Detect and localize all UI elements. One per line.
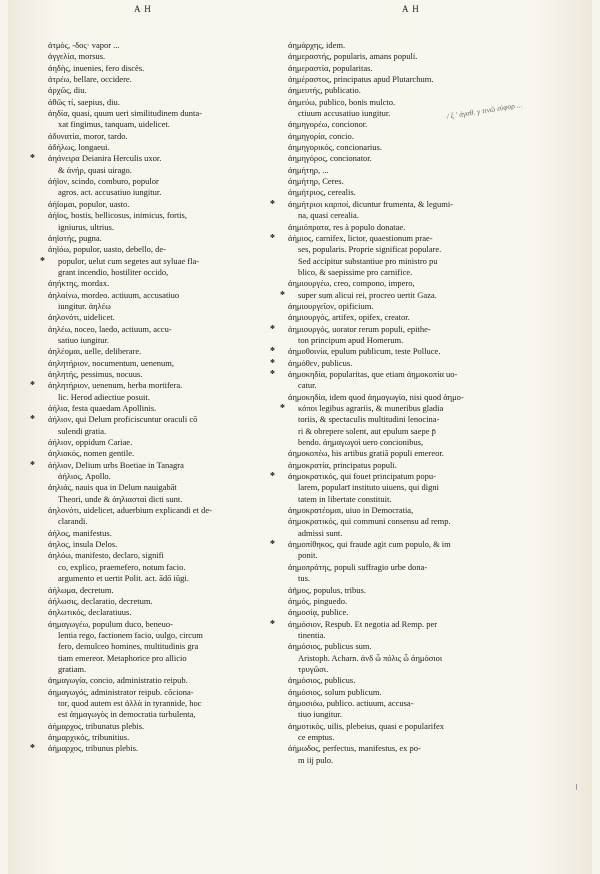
entry-line: ἀῆμος, populus, tribus. [288, 584, 366, 595]
entry-line: ἀήϊομαι, populor, uasto. [48, 198, 130, 209]
entry-line: ἀηϊόω, populor, uasto, debello, de- [48, 244, 166, 255]
entry-line: ἀημευτής, publicatio. [288, 85, 361, 96]
entry-line: ἀημηγορέω, concionor. [288, 119, 368, 130]
entry-line: ἀημηγορικός, concionarius. [288, 142, 382, 153]
entry-line: * ἀημοπίθηκος, qui fraude agit cum populo, & im [288, 539, 536, 550]
entry-line: ἀημοπράτης, populi suffragio urbe dona- [288, 561, 428, 572]
entry-line: ἀηλητής, pessimus, nocuus. [48, 368, 143, 379]
entry-line: xat fingimus, tanquam, uidelicet. [58, 119, 170, 130]
entry-line: admissi sunt. [298, 527, 343, 538]
entry-line: ἀημοκρατέομαι, uiuo in Democratia, [288, 505, 414, 516]
entry-line: ἀηλονότι, uidelicet. [48, 312, 115, 323]
entry-line: Sed accipitur substantiue pro ministro pu [298, 255, 438, 266]
entry-line: ἀηλιάς, nauis qua in Delum nauigabāt [48, 482, 177, 493]
entry-line: ἀημιουργέω, creo, compono, impero, [288, 278, 415, 289]
entry-line: ἀγγελία, morsus. [48, 51, 106, 62]
entry-line: ἀημαγωγία, concio, administratio reipub. [48, 675, 188, 686]
entry-line: ἀημόσιος, solum publicum. [288, 686, 382, 697]
entry-line: ἀήλια, festa quaedam Apollinis. [48, 403, 157, 413]
entry-line: * ἀήμιος, carnifex, lictor, quaestionum prae- [288, 233, 536, 244]
entry-line: ἀηϊοτής, pugna. [48, 232, 102, 243]
entry-line: ἀημόσιος, publicus sum. [288, 641, 372, 652]
entry-line: igniurus, ultrius. [58, 221, 114, 232]
left-column [48, 40, 280, 755]
entry-line: ἀημοσίᾳ, publice. [288, 607, 349, 618]
entry-line: ἀημέραστος, principatus apud Plutarchum. [288, 74, 434, 85]
entry-line: ἀτμὸς, -δος· vapor ... [48, 40, 120, 50]
entry-line: toriis, & spectaculis multitudini lenocina- [298, 414, 440, 425]
entry-line: bendo. ἀημαγωγοὶ uero concionibus, [298, 437, 424, 448]
entry-line: * super sum alicui rei, procreo uertit Gaza. [288, 290, 536, 301]
entry-line: ἀδυνατία, moror, tardo. [48, 130, 128, 141]
entry-line: * ἀήμαρχος, tribunus plebis. [48, 743, 280, 754]
entry-line: ἀημοκρατικός, qui communi consensu ad remp. [288, 516, 451, 527]
entry-line: ἀηλαίνω, mordeo. actiuum, accusatiuo [48, 289, 180, 300]
entry-line: ton principum apud Homerum. [298, 334, 404, 345]
entry-line: Aristoph. Acharn. ἀνδ ὧ πόλις ὦ ἀημόσιοι [298, 652, 443, 663]
entry-line: ἀημιόπρατα, res à populo donatae. [288, 221, 406, 232]
entry-line: ἀημοκηδία, idem quod ἀημαγωγία, nisi quod ἀημο- [288, 391, 464, 402]
entry-line: ἀήμαρχος, tribunatus plebis. [48, 720, 145, 731]
entry-line: * κόποι legibus agrariis, & muneribus gladia [288, 403, 536, 414]
entry-line: ἀημαγωγέω, populum duco, beneuo- [48, 618, 173, 629]
entry-line: ἀημοκοπέω, his artibus gratiā populi emereor. [288, 448, 444, 459]
entry-line: * ἀημόσιον, Respub. Et negotia ad Remp. per [288, 619, 536, 630]
entry-line: ἀηδὴς, inuenies, fero discès. [48, 62, 145, 73]
entry-line: ἀρχῶς, diu. [48, 85, 87, 96]
entry-line: grant incendio, hostiliter occido, [58, 266, 169, 277]
entry-line: ἀηλονότι, uidelicet, aduerbium explicandi et de- [48, 505, 212, 516]
entry-line: tinentia. [298, 629, 326, 640]
entry-line: * ἀημόθεν, publicus. [288, 358, 536, 369]
entry-line: ἀήλος, manifestus. [48, 527, 112, 538]
entry-line: tatem in libertate constituit. [298, 493, 392, 504]
entry-line: fero, demulceo homines, multitudinis gra [58, 641, 199, 652]
margin-tick [576, 784, 577, 790]
entry-line: ἀημαγωγός, administrator reipub. cōciona- [48, 686, 194, 697]
entry-line: tiuo iungitur. [298, 709, 342, 720]
entry-line: ἀτρέω, bellare, occidere. [48, 74, 132, 85]
entry-line: argumento et uertit Polit. act. ādō iūgi. [58, 573, 189, 584]
entry-line: ἀημήτηρ, Ceres. [288, 176, 344, 187]
running-header [0, 4, 600, 20]
entry-line: iungitur. ἀηλέω [58, 300, 111, 311]
entry-line: tiam emereor. Metaphorice pro allicio [58, 652, 187, 663]
entry-line: ἀημάρχης, idem. [288, 40, 346, 50]
entry-line: tus. [298, 573, 311, 584]
entry-line: ἀημεραστής, popularis, amans populi. [288, 51, 418, 62]
entry-line: * populor, uelut cum segetes aut syluae fla- [48, 256, 280, 267]
handwritten-marginal-note: / ξ ' ἀγαθ. γ τινῶ εὐφορ ... [446, 100, 523, 121]
entry-line: gratiam. [58, 663, 87, 674]
entry-line: ἀημήτριος, cerealis. [288, 187, 356, 198]
entry-line: * ἀημιουργός, uorator rerum populi, epithe- [288, 324, 536, 335]
entry-line: blico, & saepissime pro carnifice. [298, 266, 413, 277]
entry-line: ἀηλητήριον, nocumentum, uenenum, [48, 357, 175, 368]
entry-line: ἀημοσιόω, publico. actiuum, accusa- [288, 697, 414, 708]
entry-line: ἀημιουργός, artifex, opifex, creator. [288, 312, 410, 323]
entry-line: ἀηλόω, manifesto, declaro, signifi [48, 550, 164, 561]
entry-line: ἀημός, pinguedo. [288, 595, 348, 606]
entry-line: ἀημεύω, publico, bonis mulcto. [288, 96, 396, 107]
entry-line: ἀδήλως, longaeui. [48, 142, 110, 153]
entry-line: ἀήϊος, hostis, bellicosus, inimicus, fortis, [48, 210, 187, 221]
entry-line: τρυγῶσι. [298, 663, 329, 674]
entry-line: ἀημήτηρ, ... [288, 164, 329, 175]
entry-line: clarandi. [58, 516, 88, 527]
entry-line: catur. [298, 380, 317, 391]
entry-line: ἀημηγόρος, concionator. [288, 153, 372, 164]
entry-line: ponit. [298, 550, 318, 561]
entry-line: * ἀημήτριοι καρποί, dicuntur frumenta, & legumi- [288, 199, 536, 210]
entry-line: satiuo iungitur. [58, 334, 109, 345]
entry-line: ctiuum accusatiuo iungitur. [298, 108, 391, 119]
entry-line: ἀηήκτης, mordax. [48, 278, 110, 289]
entry-line: ἀήλωσις, declaratio, decretum. [48, 595, 153, 606]
entry-line: ἀηλέω, noceo, laedo, actiuum, accu- [48, 323, 172, 334]
entry-line: ἀήμωδος, perfectus, manifestus, ex po- [288, 743, 421, 754]
entry-line: * ἀήλιον, qui Delum proficiscuntur oraculi cō [48, 414, 280, 425]
entry-line: * ἀημοκρατικός, qui fouet principatum popu- [288, 471, 536, 482]
header-right-letters: A H [402, 4, 420, 14]
entry-line: ἀηλιακός, nomen gentile. [48, 448, 135, 459]
entry-line: ἀημηγορία, concio. [288, 130, 354, 141]
entry-line: ἀημόσιος, publicus. [288, 675, 356, 686]
entry-line: ἀημαρχικός, tribunitius. [48, 731, 130, 742]
entry-line: ἀθῶς τί, saepius, diu. [48, 96, 120, 107]
header-left-letters: A H [134, 4, 152, 14]
entry-line: ἀηλος, insula Delos. [48, 539, 118, 550]
entry-line: & ἀνήρ, quasi uirago. [58, 164, 132, 175]
entry-line: ce emptus. [298, 731, 335, 742]
entry-line: sulendi gratia. [58, 425, 107, 436]
entry-line: ri & obrepere solent, aut epulum saepe p̄ [298, 425, 436, 436]
entry-line: ἀημιουργεῖον, opificium. [288, 300, 374, 311]
entry-line: ses, popularis. Proprie significat populare. [298, 244, 442, 255]
entry-line: * ἀηλητήριον, uenenum, herba mortifera. [48, 380, 280, 391]
entry-line: * ἀημοθοινία, epulum publicum, teste Polluce. [288, 346, 536, 357]
entry-line: tor, quod autem est ἀλλὰ in tyrannide, hoc [58, 697, 202, 708]
entry-line: ἀηδία, quasi, quum ueri similitudinem dunta- [48, 108, 202, 119]
entry-line: ἀήλιον, oppidum Cariae. [48, 437, 133, 448]
entry-line: ἀηλωτικός, declaratiuus. [48, 607, 132, 618]
entry-line: est ἀημαγωγὸς in democratia turbulenta, [58, 709, 196, 720]
right-column [288, 40, 536, 766]
entry-line: m iij pulo. [298, 754, 334, 765]
entry-line: agros. act. accusatiuo iungitur. [58, 187, 162, 198]
entry-line: * ἀημοκηδία, popularitas, que etiam ἀημοκοπία uo- [288, 369, 536, 380]
entry-line: na, quasi cerealia. [298, 210, 359, 221]
entry-line: Theori, unde & ἀηλιασταὶ dicti sunt. [58, 493, 183, 504]
entry-line: ἀημεραστία, popularitas. [288, 62, 373, 73]
entry-line: ἀηλέομαι, uelle, deliberare. [48, 346, 142, 357]
entry-line: ἀήϊον, scindo, comburo, populor [48, 176, 159, 187]
entry-line: ἀημοκρατία, principatus populi. [288, 459, 397, 470]
entry-line: ἀήλωμα, decretum. [48, 584, 114, 595]
entry-line: ἀήλιος, Apollo. [58, 471, 111, 482]
entry-line: lentia rego, factionem facio, uulgo, circum [58, 629, 203, 640]
entry-line: * ἀήλιον, Delium urbs Boetiae in Tanagra [48, 460, 280, 471]
entry-line: larem, popularī instituto uiuens, qui digni [298, 482, 439, 493]
entry-line: co, explico, praemefero, notum facio. [58, 561, 186, 572]
entry-line: ἀημοτικός, uilis, plebeius, quasi e popularifex [288, 720, 444, 731]
entry-line: lic. Herod adiectiue posuit. [58, 391, 150, 402]
entry-line: * ἀηάνειρα Deianira Herculis uxor. [48, 153, 280, 164]
